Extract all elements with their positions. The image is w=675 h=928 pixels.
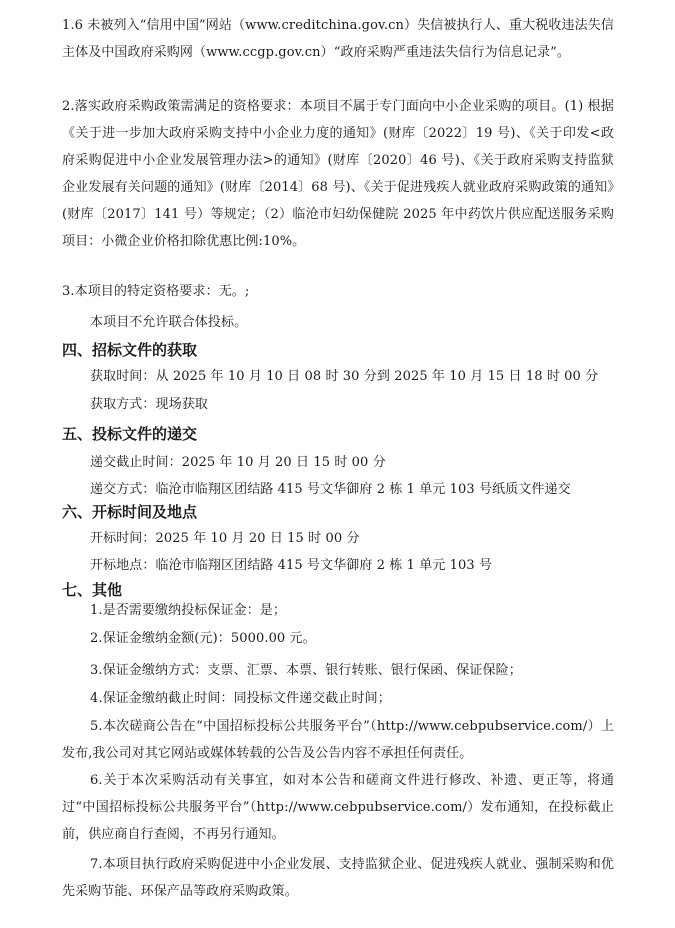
section-7-heading: 七、其他 — [62, 581, 123, 599]
other-item-7: 7.本项目执行政府采购促进中小企业发展、支持监狱企业、促进残疾人就业、强制采购和优先采购节能、环保产品等政府采购政策。 — [62, 857, 614, 899]
other-item-6: 6.关于本次采购活动有关事宜，如对本公告和磋商文件进行修改、补遗、更正等，将通过“中国招标投标公共服务平台”（http://www.cebpubservice.com/）发布通知，在投标截止前，供应商自行查阅，不再另行通知。 — [62, 773, 614, 842]
bid-submit-method: 递交方式：临沧市临翔区团结路 415 号文华御府 2 栋 1 单元 103 号纸质文件递交 — [90, 482, 571, 497]
qualification-2-policy: 2.落实政府采购政策需满足的资格要求：本项目不属于专门面向中小企业采购的项目。(1) 根据《关于进一步加大政府采购支持中小企业力度的通知》(财库〔2022〕19 号)、《关于印发<政府采购促进中小企业发展管理办法>的通知》(财库〔2020〕46 号)、《关于政府采购支持监狱企业发展有关问题的通知》(财库〔2014〕68 号)、《关于促进残疾人就业政府采购政策的通知》(财库〔2017〕141 号）等规定；（2）临沧市妇幼保健院 2025 年中药饮片供应配送服务采购项目：小微企业价格扣除优惠比例:10%。 — [62, 99, 614, 249]
other-item-3: 3.保证金缴纳方式：支票、汇票、本票、银行转账、银行保函、保证保险； — [90, 663, 522, 678]
doc-obtain-time: 获取时间：从 2025 年 10 月 10 日 08 时 30 分到 2025 年 10 月 15 日 18 时 00 分 — [90, 369, 599, 384]
bid-submit-deadline: 递交截止时间：2025 年 10 月 20 日 15 时 00 分 — [90, 455, 386, 470]
section-4-heading: 四、招标文件的获取 — [62, 341, 198, 359]
other-item-2: 2.保证金缴纳金额(元)：5000.00 元。 — [90, 631, 316, 646]
bid-open-time: 开标时间：2025 年 10 月 20 日 15 时 00 分 — [90, 531, 360, 546]
section-6-heading: 六、开标时间及地点 — [62, 503, 198, 521]
doc-obtain-method: 获取方式：现场获取 — [90, 397, 208, 412]
other-item-1: 1.是否需要缴纳投标保证金：是； — [90, 603, 287, 618]
qualification-3-specific: 3.本项目的特定资格要求：无。; — [62, 284, 250, 299]
other-item-4: 4.保证金缴纳截止时间：同投标文件递交截止时间； — [90, 691, 391, 706]
no-consortium-note: 本项目不允许联合体投标。 — [90, 315, 248, 330]
section-5-heading: 五、投标文件的递交 — [62, 425, 198, 443]
bid-open-place: 开标地点：临沧市临翔区团结路 415 号文华御府 2 栋 1 单元 103 号 — [90, 558, 493, 573]
other-item-5: 5.本次磋商公告在“中国招标投标公共服务平台”（http://www.cebpubservice.com/）上发布,我公司对其它网站或媒体转载的公告及公告内容不承担任何责任。 — [62, 719, 614, 761]
qualification-1-6: 1.6 未被列入“信用中国”网站（www.creditchina.gov.cn）失信被执行人、重大税收违法失信主体及中国政府采购网（www.ccgp.gov.cn）“政府采购严重违法失信行为信息记录”。 — [62, 18, 614, 60]
